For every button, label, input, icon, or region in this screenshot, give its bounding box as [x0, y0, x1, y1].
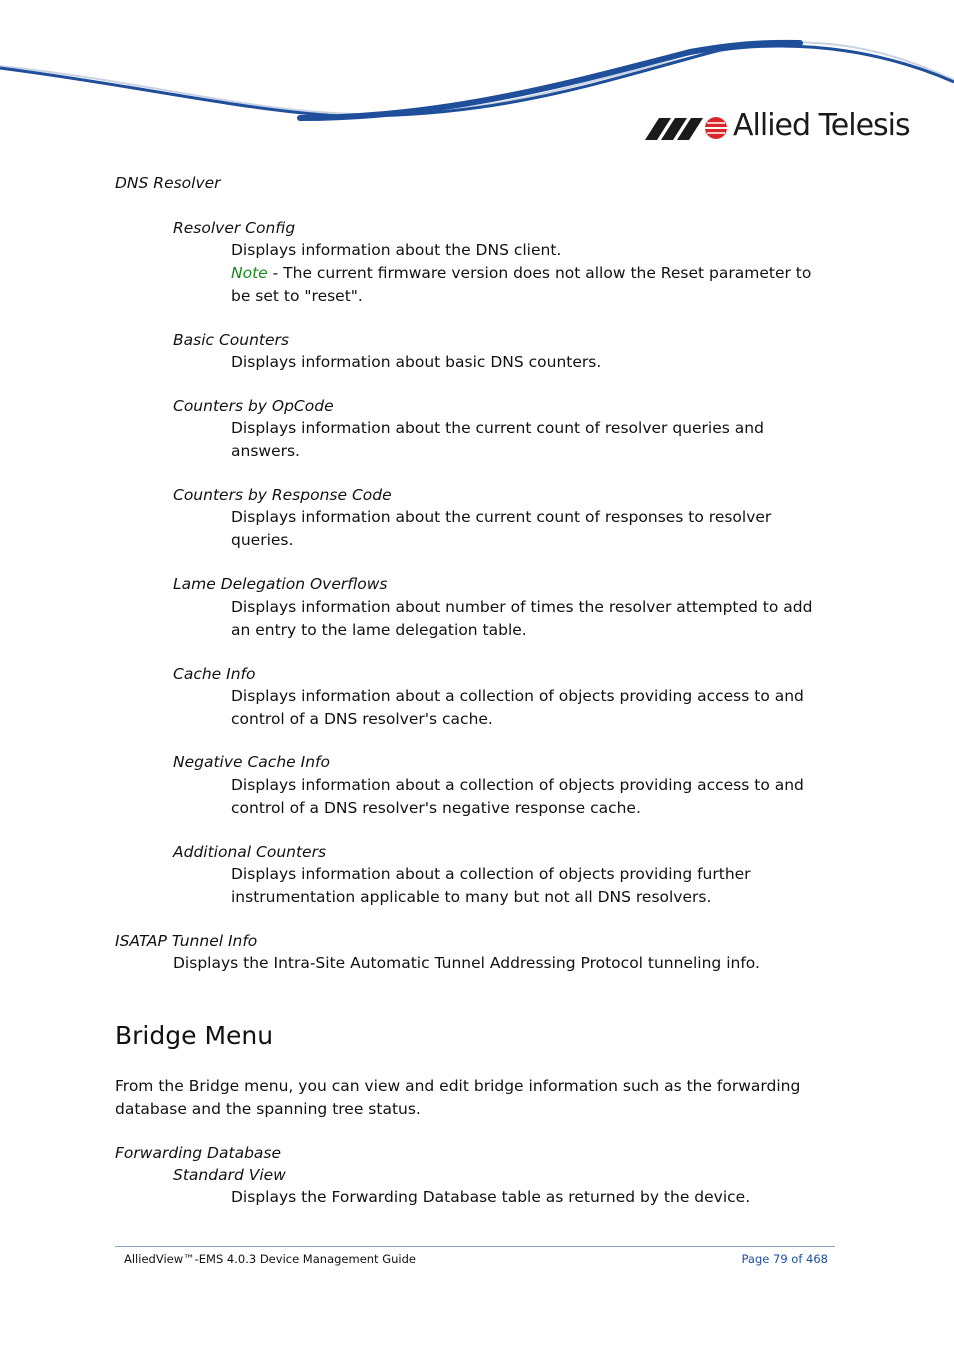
- desc-counters-response: Displays information about the current count of responses to resolver queries.: [231, 508, 772, 549]
- desc-additional-counters: Displays information about a collection of objects providing further instrumentation applicable to many but not all DNS resolvers.: [231, 865, 751, 906]
- heading-counters-response: Counters by Response Code: [173, 486, 392, 504]
- heading-additional-counters: Additional Counters: [173, 843, 327, 861]
- footer-divider: [115, 1246, 835, 1247]
- footer-doc-title: AlliedView™-EMS 4.0.3 Device Management Guide: [124, 1252, 416, 1266]
- heading-dns-resolver: DNS Resolver: [115, 174, 221, 192]
- note-text: - The current firmware version does not allow the Reset parameter to be set to "reset".: [231, 264, 812, 305]
- desc-resolver-config: Displays information about the DNS client.: [231, 241, 562, 259]
- note-resolver-config: [231, 262, 831, 307]
- desc-lame-delegation: Displays information about number of times the resolver attempted to add an entry to the lame delegation table.: [231, 598, 813, 639]
- para-bridge-intro: From the Bridge menu, you can view and edit bridge information such as the forwarding database and the spanning tree status.: [115, 1077, 801, 1118]
- heading-forwarding-db: Forwarding Database: [115, 1144, 282, 1162]
- desc-basic-counters: Displays information about basic DNS counters.: [231, 353, 602, 371]
- footer-page-number: Page 79 of 468: [741, 1252, 828, 1266]
- section-title-bridge-menu: Bridge Menu: [115, 1021, 274, 1050]
- desc-counters-opcode: Displays information about the current count of resolver queries and answers.: [231, 419, 764, 460]
- desc-standard-view: Displays the Forwarding Database table as returned by the device.: [231, 1188, 751, 1206]
- heading-standard-view: Standard View: [173, 1166, 286, 1184]
- heading-lame-delegation: Lame Delegation Overflows: [173, 575, 388, 593]
- heading-basic-counters: Basic Counters: [173, 331, 289, 349]
- desc-negative-cache: Displays information about a collection of objects providing access to and control of a DNS resolver's negative response cache.: [231, 776, 804, 817]
- allied-telesis-mark-icon: [645, 114, 729, 142]
- heading-cache-info: Cache Info: [173, 665, 256, 683]
- heading-negative-cache: Negative Cache Info: [173, 753, 330, 771]
- desc-cache-info: Displays information about a collection of objects providing access to and control of a DNS resolver's cache.: [231, 687, 804, 728]
- heading-counters-opcode: Counters by OpCode: [173, 397, 334, 415]
- logo-text: Allied Telesis: [733, 108, 910, 143]
- allied-telesis-logo: [645, 108, 910, 148]
- note-label: Note: [231, 264, 268, 282]
- heading-isatap: ISATAP Tunnel Info: [115, 932, 258, 950]
- heading-resolver-config: Resolver Config: [173, 219, 296, 237]
- desc-isatap: Displays the Intra-Site Automatic Tunnel Addressing Protocol tunneling info.: [173, 954, 760, 972]
